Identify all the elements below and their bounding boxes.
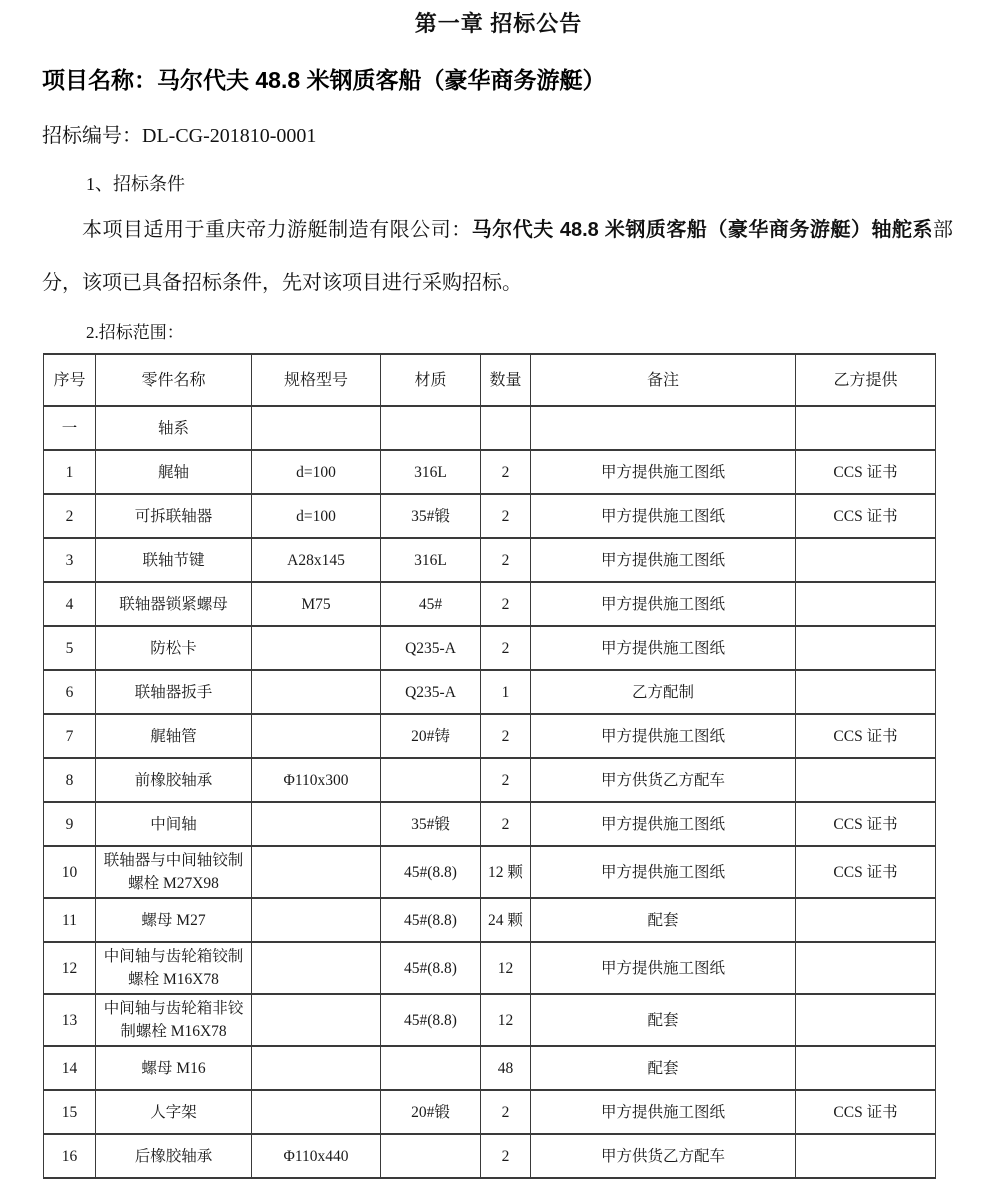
cell-spec: A28x145 (252, 538, 381, 582)
cell-remark: 乙方配制 (531, 670, 796, 714)
cell-spec (252, 846, 381, 898)
cell-remark: 甲方提供施工图纸 (531, 582, 796, 626)
cell-no: 一 (44, 406, 96, 450)
cell-name: 中间轴 (96, 802, 252, 846)
cell-material: 45#(8.8) (381, 942, 481, 994)
table-row (44, 406, 936, 450)
cell-qty: 48 (481, 1046, 531, 1090)
cell-provide (796, 898, 936, 942)
bid-conditions-paragraph (42, 204, 953, 310)
cell-remark: 甲方供货乙方配车 (531, 758, 796, 802)
cell-qty: 2 (481, 494, 531, 538)
cell-provide: CCS 证书 (796, 450, 936, 494)
column-header: 乙方提供 (796, 354, 936, 406)
bid-number: 招标编号：DL-CG-201810-0001 (42, 125, 317, 147)
cell-material (381, 1046, 481, 1090)
project-name-heading: 项目名称：马尔代夫 48.8 米钢质客船（豪华商务游艇） (42, 67, 606, 93)
cell-remark: 甲方提供施工图纸 (531, 714, 796, 758)
table-row (44, 758, 936, 802)
cell-spec: Φ110x440 (252, 1134, 381, 1178)
cell-spec (252, 802, 381, 846)
column-header: 材质 (381, 354, 481, 406)
cell-no: 3 (44, 538, 96, 582)
cell-remark: 甲方提供施工图纸 (531, 846, 796, 898)
cell-material: 35#锻 (381, 802, 481, 846)
cell-no: 12 (44, 942, 96, 994)
cell-remark: 甲方供货乙方配车 (531, 1134, 796, 1178)
cell-qty: 2 (481, 538, 531, 582)
cell-qty: 2 (481, 714, 531, 758)
cell-provide (796, 538, 936, 582)
parts-table (43, 353, 936, 1179)
table-header-row (44, 354, 936, 406)
cell-remark: 配套 (531, 994, 796, 1046)
cell-name: 人字架 (96, 1090, 252, 1134)
cell-material (381, 758, 481, 802)
table-row (44, 626, 936, 670)
cell-provide (796, 582, 936, 626)
cell-provide: CCS 证书 (796, 846, 936, 898)
cell-material: 20#锻 (381, 1090, 481, 1134)
paragraph-text-start: 本项目适用于重庆帝力游艇制造有限公司： (82, 219, 472, 241)
cell-provide: CCS 证书 (796, 714, 936, 758)
column-header: 序号 (44, 354, 96, 406)
cell-qty: 2 (481, 802, 531, 846)
cell-name: 防松卡 (96, 626, 252, 670)
cell-provide (796, 994, 936, 1046)
cell-provide: CCS 证书 (796, 494, 936, 538)
cell-material: 45#(8.8) (381, 898, 481, 942)
paragraph-text-end: 部分，该项已具备招标条件，先对该项目进行采购招标。 (42, 219, 954, 294)
cell-spec (252, 1046, 381, 1090)
cell-provide (796, 626, 936, 670)
cell-remark: 甲方提供施工图纸 (531, 626, 796, 670)
cell-remark: 甲方提供施工图纸 (531, 538, 796, 582)
table-row (44, 1134, 936, 1178)
cell-no: 14 (44, 1046, 96, 1090)
cell-spec: d=100 (252, 450, 381, 494)
cell-qty: 12 (481, 942, 531, 994)
cell-no: 8 (44, 758, 96, 802)
cell-no: 5 (44, 626, 96, 670)
table-row (44, 714, 936, 758)
cell-no: 7 (44, 714, 96, 758)
cell-qty: 12 (481, 994, 531, 1046)
cell-material: 45# (381, 582, 481, 626)
table-row (44, 1046, 936, 1090)
table-body (44, 406, 936, 1178)
cell-name: 中间轴与齿轮箱非铰制螺栓 M16X78 (96, 994, 252, 1046)
cell-material: 45#(8.8) (381, 846, 481, 898)
cell-qty: 24 颗 (481, 898, 531, 942)
cell-qty: 2 (481, 582, 531, 626)
cell-material: 316L (381, 538, 481, 582)
cell-material: 45#(8.8) (381, 994, 481, 1046)
table-row (44, 942, 936, 994)
cell-name: 前橡胶轴承 (96, 758, 252, 802)
cell-spec: d=100 (252, 494, 381, 538)
cell-no: 13 (44, 994, 96, 1046)
table-row (44, 802, 936, 846)
cell-material: Q235-A (381, 670, 481, 714)
cell-name: 螺母 M16 (96, 1046, 252, 1090)
cell-qty: 12 颗 (481, 846, 531, 898)
cell-spec (252, 942, 381, 994)
cell-remark (531, 406, 796, 450)
cell-no: 15 (44, 1090, 96, 1134)
cell-no: 1 (44, 450, 96, 494)
cell-name: 联轴器与中间轴铰制螺栓 M27X98 (96, 846, 252, 898)
cell-name: 联轴节键 (96, 538, 252, 582)
table-row (44, 670, 936, 714)
cell-material: 20#铸 (381, 714, 481, 758)
cell-spec (252, 670, 381, 714)
cell-provide: CCS 证书 (796, 1090, 936, 1134)
cell-name: 联轴器扳手 (96, 670, 252, 714)
cell-spec (252, 714, 381, 758)
chapter-title: 第一章 招标公告 (414, 11, 583, 36)
cell-name: 可拆联轴器 (96, 494, 252, 538)
cell-spec (252, 1090, 381, 1134)
column-header: 规格型号 (252, 354, 381, 406)
section-2-heading: 2.招标范围： (86, 323, 184, 342)
cell-spec (252, 898, 381, 942)
column-header: 备注 (531, 354, 796, 406)
cell-name: 艉轴管 (96, 714, 252, 758)
cell-remark: 甲方提供施工图纸 (531, 1090, 796, 1134)
cell-provide (796, 1134, 936, 1178)
cell-name: 联轴器锁紧螺母 (96, 582, 252, 626)
cell-remark: 甲方提供施工图纸 (531, 494, 796, 538)
cell-provide (796, 1046, 936, 1090)
cell-no: 2 (44, 494, 96, 538)
table-row (44, 898, 936, 942)
cell-material (381, 406, 481, 450)
cell-qty: 2 (481, 450, 531, 494)
column-header: 零件名称 (96, 354, 252, 406)
table-row (44, 582, 936, 626)
cell-remark: 配套 (531, 1046, 796, 1090)
cell-remark: 甲方提供施工图纸 (531, 450, 796, 494)
cell-material: 35#锻 (381, 494, 481, 538)
cell-name: 中间轴与齿轮箱铰制螺栓 M16X78 (96, 942, 252, 994)
table-row (44, 494, 936, 538)
cell-material: 316L (381, 450, 481, 494)
cell-material: Q235-A (381, 626, 481, 670)
cell-spec (252, 626, 381, 670)
table-row (44, 846, 936, 898)
cell-no: 16 (44, 1134, 96, 1178)
cell-name: 后橡胶轴承 (96, 1134, 252, 1178)
cell-spec (252, 994, 381, 1046)
cell-qty: 1 (481, 670, 531, 714)
cell-spec: Φ110x300 (252, 758, 381, 802)
cell-qty: 2 (481, 626, 531, 670)
cell-no: 10 (44, 846, 96, 898)
cell-name: 螺母 M27 (96, 898, 252, 942)
cell-spec: M75 (252, 582, 381, 626)
cell-provide (796, 670, 936, 714)
cell-provide (796, 406, 936, 450)
cell-remark: 甲方提供施工图纸 (531, 942, 796, 994)
cell-material (381, 1134, 481, 1178)
cell-no: 6 (44, 670, 96, 714)
cell-qty: 2 (481, 1090, 531, 1134)
cell-spec (252, 406, 381, 450)
cell-remark: 甲方提供施工图纸 (531, 802, 796, 846)
cell-provide (796, 942, 936, 994)
cell-qty: 2 (481, 758, 531, 802)
cell-provide: CCS 证书 (796, 802, 936, 846)
cell-no: 9 (44, 802, 96, 846)
cell-remark: 配套 (531, 898, 796, 942)
cell-qty (481, 406, 531, 450)
cell-qty: 2 (481, 1134, 531, 1178)
cell-name: 艉轴 (96, 450, 252, 494)
cell-no: 11 (44, 898, 96, 942)
column-header: 数量 (481, 354, 531, 406)
table-row (44, 450, 936, 494)
paragraph-bold-segment: 马尔代夫 48.8 米钢质客船（豪华商务游艇）轴舵系 (471, 219, 934, 241)
section-1-heading: 1、招标条件 (86, 174, 185, 194)
cell-provide (796, 758, 936, 802)
table-row (44, 1090, 936, 1134)
cell-no: 4 (44, 582, 96, 626)
table-row (44, 538, 936, 582)
cell-name: 轴系 (96, 406, 252, 450)
table-row (44, 994, 936, 1046)
